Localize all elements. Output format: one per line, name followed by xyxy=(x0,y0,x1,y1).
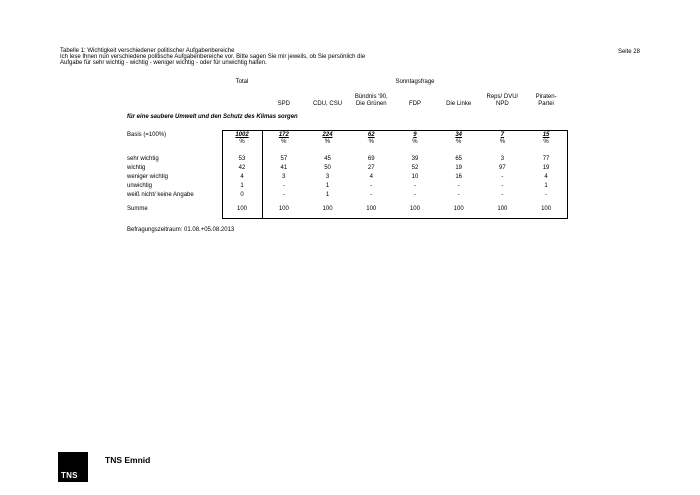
table-cell: 224 xyxy=(322,132,333,138)
table-row xyxy=(127,165,568,172)
table-cell: 100 xyxy=(366,206,377,212)
table-cell: 7 xyxy=(500,132,505,138)
group-header-total: Total xyxy=(235,79,249,85)
table-cell: % xyxy=(239,139,245,145)
table-cell: 34 xyxy=(455,132,462,138)
table-cell: 19 xyxy=(542,165,550,171)
column-header-reps-dvu-npd: Reps/ DVU/ NPD xyxy=(486,94,519,107)
table-cell: - xyxy=(501,183,504,189)
table-cell: 1 xyxy=(325,183,330,189)
table-cell: 100 xyxy=(497,206,508,212)
percent-row xyxy=(127,139,568,146)
table-cell: 50 xyxy=(324,165,331,171)
table-cell: 10 xyxy=(411,174,419,180)
section-title: für eine saubere Umwelt und den Schutz des Klimas sorgen xyxy=(127,114,298,120)
survey-period-note: Befragungszeitraum: 01.08.+05.08.2013 xyxy=(127,227,235,233)
table-cell: % xyxy=(412,139,418,145)
column-header-spd: SPD xyxy=(277,100,291,107)
row-label: unwichtig xyxy=(127,183,153,189)
table-cell: 1 xyxy=(240,183,244,189)
table-cell: 77 xyxy=(542,156,550,162)
table-row xyxy=(127,174,568,181)
row-label: Basis (=100%) xyxy=(127,132,167,138)
table-cell: 52 xyxy=(411,165,419,171)
table-cell: - xyxy=(457,192,460,198)
table-row xyxy=(127,156,568,163)
table-cell: 100 xyxy=(322,206,333,212)
table-cell: - xyxy=(282,192,285,198)
table-cell: 69 xyxy=(367,156,375,162)
table-cell: 4 xyxy=(544,174,548,180)
table-cell: % xyxy=(455,139,462,145)
row-label: sehr wichtig xyxy=(127,156,159,162)
table-cell: % xyxy=(368,139,374,145)
table-cell: 97 xyxy=(499,165,506,171)
row-label: wichtig xyxy=(127,165,146,171)
group-header-sonntagsfrage: Sonntagsfrage xyxy=(395,79,435,85)
table-cell: 57 xyxy=(280,156,288,162)
table-cell: 62 xyxy=(367,132,375,138)
table-cell: - xyxy=(545,192,548,198)
row-label: weniger wichtig xyxy=(127,174,169,180)
sum-row xyxy=(127,206,568,213)
table-cell: 27 xyxy=(367,165,375,171)
table-cell: 100 xyxy=(236,206,247,212)
table-cell: 9 xyxy=(413,132,417,138)
table-cell: 41 xyxy=(280,165,288,171)
table-cell: % xyxy=(543,139,549,145)
table-cell: 172 xyxy=(278,132,289,138)
table-cell: 1 xyxy=(544,183,548,189)
table-cell: % xyxy=(281,139,287,145)
table-cell: % xyxy=(499,139,506,145)
table-cell: 100 xyxy=(453,206,464,212)
table-cell: - xyxy=(501,192,504,198)
column-header-cdu-csu: CDU, CSU xyxy=(313,100,343,107)
table-cell: 100 xyxy=(409,206,420,212)
table-cell: 0 xyxy=(240,192,244,198)
column-headers xyxy=(262,92,568,107)
table-cell: - xyxy=(282,183,285,189)
table-row xyxy=(127,192,568,199)
table-cell: - xyxy=(457,183,460,189)
row-label: weiß nicht/ keine Angabe xyxy=(127,192,194,198)
column-header-piraten: Piraten- Partei xyxy=(535,94,557,107)
table-row xyxy=(127,183,568,190)
data-table xyxy=(127,130,569,222)
table-cell: - xyxy=(370,192,373,198)
column-header-gruene: Bündnis '90, Die Grünen xyxy=(354,94,388,107)
row-label: Summe xyxy=(127,206,148,212)
table-cell: 100 xyxy=(541,206,552,212)
table-cell: 42 xyxy=(238,165,246,171)
table-title: Tabelle 1: Wichtigkeit verschiedener politischer Aufgabenbereiche xyxy=(60,48,235,54)
column-header-fdp: FDP xyxy=(408,100,421,107)
table-cell: 19 xyxy=(455,165,462,171)
table-cell: 39 xyxy=(411,156,419,162)
table-cell: 65 xyxy=(455,156,462,162)
question-intro-line2: Aufgabe für sehr wichtig - wichtig - weniger wichtig - oder für unwichtig halten. xyxy=(60,59,267,66)
question-intro-line1: Ich lese Ihnen nun verschiedene politische Aufgabenbereiche vor. Bitte sagen Sie mir jeweils, ob Sie persönlich die xyxy=(60,53,366,60)
table-cell: - xyxy=(370,183,373,189)
table-cell: 15 xyxy=(542,132,550,138)
tns-logo-text: TNS xyxy=(61,471,78,480)
table-cell: 3 xyxy=(325,174,330,180)
table-cell: 4 xyxy=(369,174,373,180)
company-name: TNS Emnid xyxy=(105,455,151,465)
table-cell: - xyxy=(413,192,416,198)
table-cell: 16 xyxy=(455,174,462,180)
table-cell: 100 xyxy=(278,206,289,212)
table-cell: 53 xyxy=(238,156,246,162)
table-cell: 4 xyxy=(240,174,244,180)
table-cell: % xyxy=(324,139,331,145)
table-header-block xyxy=(60,49,365,67)
table-cell: - xyxy=(413,183,416,189)
tns-logo xyxy=(58,452,88,482)
table-cell: 3 xyxy=(500,156,505,162)
table-cell: 1002 xyxy=(235,132,249,138)
column-header-linke: Die Linke xyxy=(446,100,472,107)
table-cell: 45 xyxy=(324,156,331,162)
table-cell: - xyxy=(501,174,504,180)
page-number: Seite 28 xyxy=(617,49,640,55)
table-cell: 1 xyxy=(325,192,330,198)
table-cell: 3 xyxy=(282,174,286,180)
basis-row xyxy=(127,132,568,139)
